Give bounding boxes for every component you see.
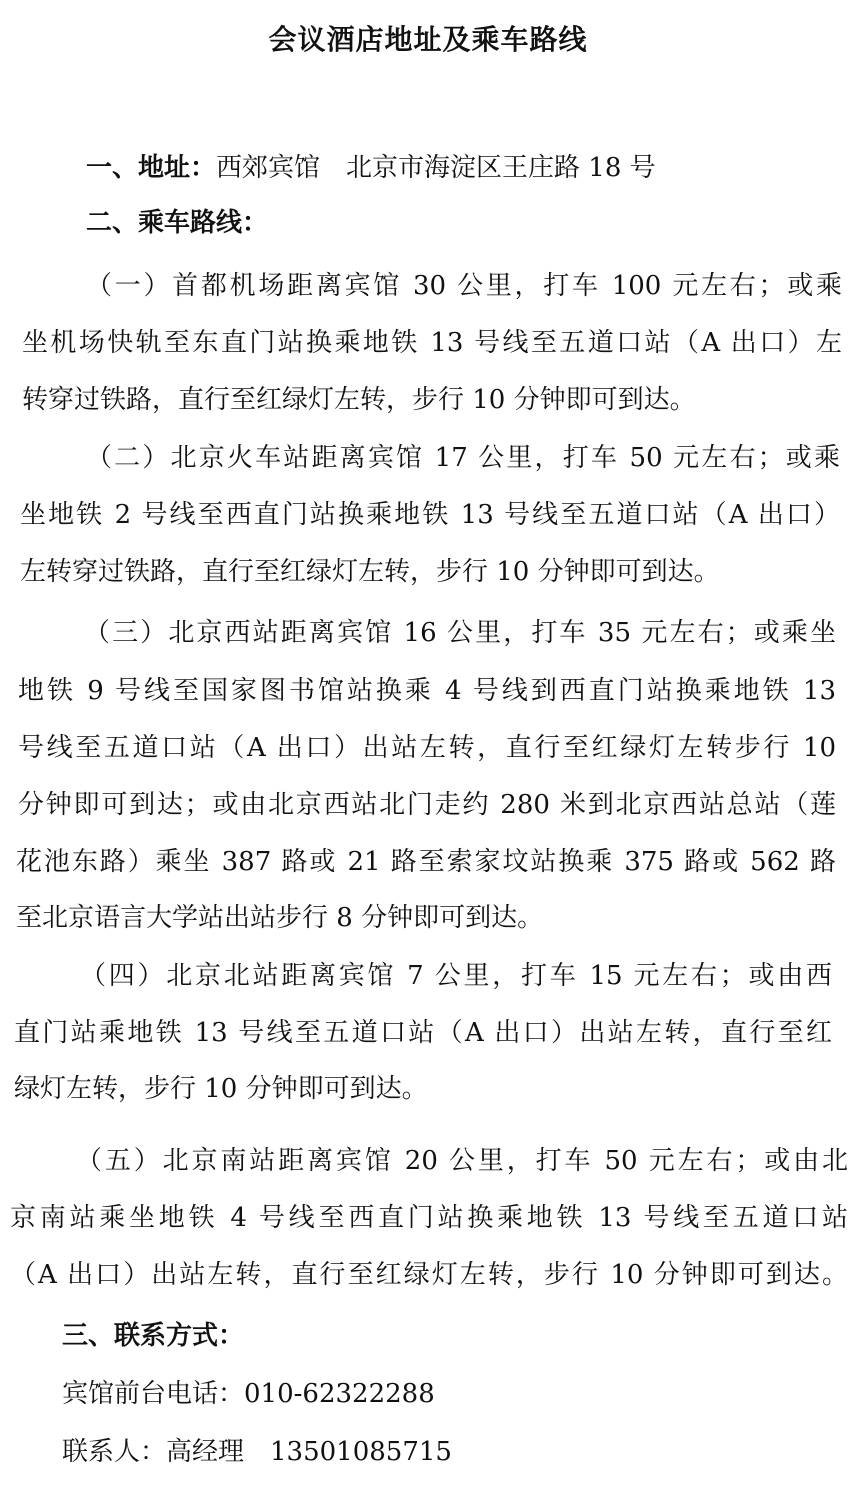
- route-1-line-3: 转穿过铁路，直行至红绿灯左转，步行 10 分钟即可到达。: [22, 385, 696, 415]
- route-2-line-3: 左转穿过铁路，直行至红绿灯左转，步行 10 分钟即可到达。: [20, 557, 720, 587]
- page-title: 会议酒店地址及乘车路线: [268, 23, 588, 56]
- contact-phone: 宾馆前台电话：010-62322288: [62, 1379, 435, 1409]
- address-label: 一、地址：: [86, 153, 217, 183]
- route-3-line-2: 地铁 9 号线至国家图书馆站换乘 4 号线到西直门站换乘地铁 13: [18, 676, 836, 706]
- address-line: [86, 152, 656, 184]
- route-4-line-2: 直门站乘地铁 13 号线至五道口站（A 出口）出站左转，直行至红: [14, 1018, 832, 1048]
- routes-heading: 二、乘车路线：: [86, 208, 269, 238]
- route-4-line-1: （四）北京北站距离宾馆 7 公里，打车 15 元左右；或由西: [80, 961, 832, 991]
- route-5-line-2: 京南站乘坐地铁 4 号线至西直门站换乘地铁 13 号线至五道口站: [10, 1203, 848, 1233]
- route-2-line-2: 坐地铁 2 号线至西直门站换乘地铁 13 号线至五道口站（A 出口）: [20, 500, 840, 530]
- route-1-line-1: （一）首都机场距离宾馆 30 公里，打车 100 元左右；或乘: [86, 271, 842, 301]
- route-3-line-4: 分钟即可到达；或由北京西站北门走约 280 米到北京西站总站（莲: [18, 790, 836, 820]
- route-3-line-5: 花池东路）乘坐 387 路或 21 路至索家坟站换乘 375 路或 562 路: [16, 847, 836, 877]
- contact-heading: 三、联系方式：: [62, 1321, 245, 1351]
- route-4-line-3: 绿灯左转，步行 10 分钟即可到达。: [14, 1074, 428, 1104]
- route-3-line-3: 号线至五道口站（A 出口）出站左转，直行至红绿灯左转步行 10: [18, 733, 836, 763]
- route-1-line-2: 坐机场快轨至东直门站换乘地铁 13 号线至五道口站（A 出口）左: [22, 328, 842, 358]
- contact-person: 联系人：高经理 13501085715: [62, 1437, 452, 1467]
- route-5-line-1: （五）北京南站距离宾馆 20 公里，打车 50 元左右；或由北: [76, 1146, 848, 1176]
- route-3-line-1: （三）北京西站距离宾馆 16 公里，打车 35 元左右；或乘坐: [84, 618, 836, 648]
- route-2-line-1: （二）北京火车站距离宾馆 17 公里，打车 50 元左右；或乘: [86, 443, 840, 473]
- address-value: 西郊宾馆 北京市海淀区王庄路 18 号: [216, 153, 656, 183]
- route-3-line-6: 至北京语言大学站出站步行 8 分钟即可到达。: [16, 903, 544, 933]
- route-5-line-3: （A 出口）出站左转，直行至红绿灯左转，步行 10 分钟即可到达。: [10, 1260, 848, 1290]
